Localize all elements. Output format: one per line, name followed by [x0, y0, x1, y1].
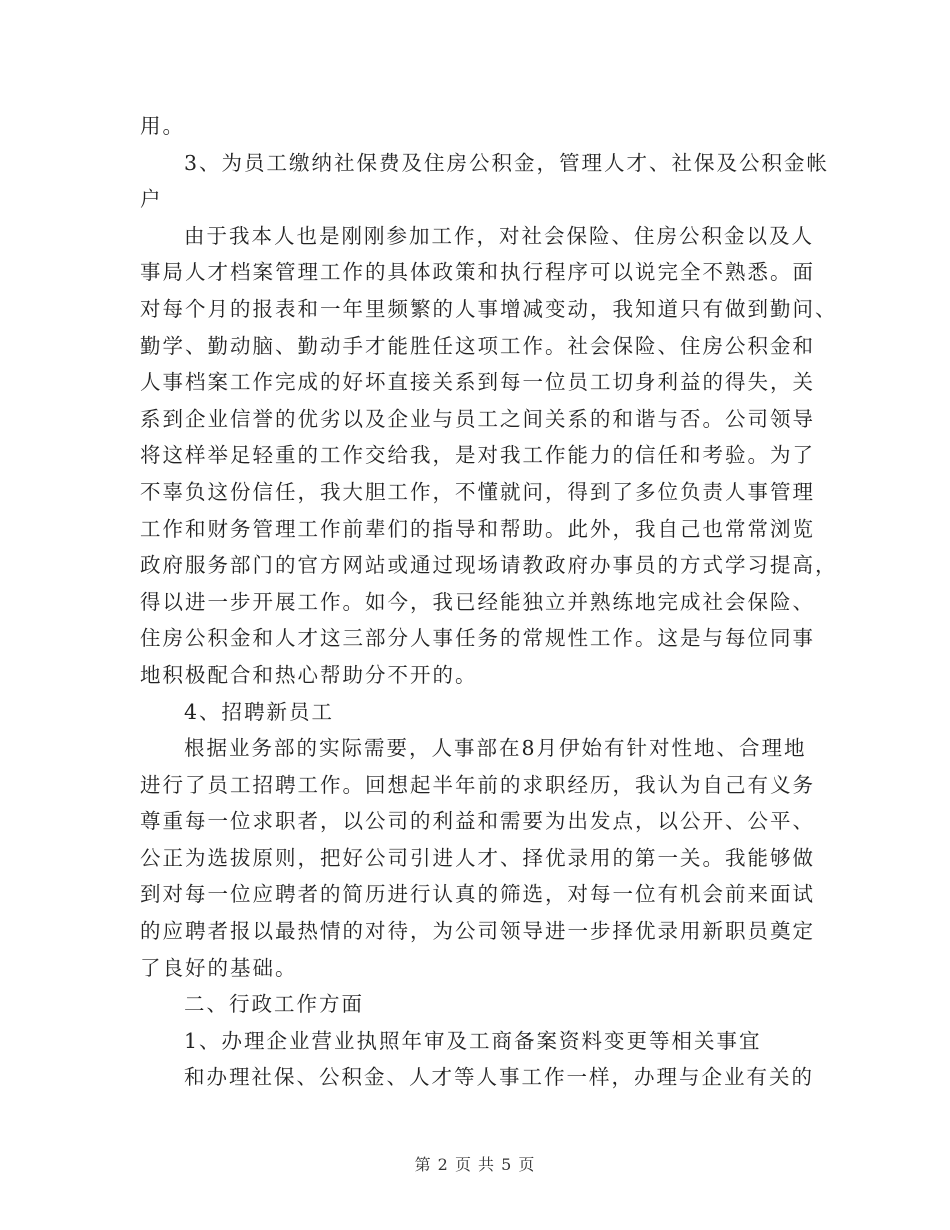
text-line: 的应聘者报以最热情的对待，为公司领导进一步择优录用新职员奠定 — [140, 919, 815, 944]
section-heading: 4、招聘新员工 — [184, 699, 335, 724]
paragraph-start: 由于我本人也是刚刚参加工作，对社会保险、住房公积金以及人 — [184, 223, 814, 248]
text-line: 不辜负这份信任，我大胆工作，不懂就问，得到了多位负责人事管理 — [140, 479, 815, 504]
section-heading: 二、行政工作方面 — [184, 992, 364, 1017]
text-line: 将这样举足轻重的工作交给我，是对我工作能力的信任和考验。为了 — [140, 443, 815, 468]
text-line: 用。 — [140, 114, 185, 138]
paragraph-start: 根据业务部的实际需要，人事部在8月伊始有针对性地、合理地 — [184, 736, 807, 761]
text-line: 户 — [140, 187, 163, 212]
text-line: 政府服务部门的官方网站或通过现场请教政府办事员的方式学习提高， — [140, 553, 838, 578]
text-line: 住房公积金和人才这三部分人事任务的常规性工作。这是与每位同事 — [140, 626, 815, 651]
text-line: 人事档案工作完成的好坏直接关系到每一位员工切身利益的得失，关 — [140, 370, 815, 395]
text-line: 地积极配合和热心帮助分不开的。 — [140, 662, 478, 687]
page-number-footer: 第 2 页 共 5 页 — [414, 1155, 536, 1174]
text-line: 到对每一位应聘者的简历进行认真的筛选，对每一位有机会前来面试 — [140, 882, 815, 907]
text-line: 公正为选拔原则，把好公司引进人才、择优录用的第一关。我能够做 — [140, 845, 815, 870]
text-line: 工作和财务管理工作前辈们的指导和帮助。此外，我自己也常常浏览 — [140, 516, 815, 541]
text-line: 得以进一步开展工作。如今，我已经能独立并熟练地完成社会保险、 — [140, 589, 815, 614]
text-line: 尊重每一位求职者，以公司的利益和需要为出发点，以公开、公平、 — [140, 809, 815, 834]
section-heading: 3、为员工缴纳社保费及住房公积金，管理人才、社保及公积金帐 — [184, 150, 830, 175]
text-line: 了良好的基础。 — [140, 955, 298, 980]
text-line: 进行了员工招聘工作。回想起半年前的求职经历，我认为自己有义务 — [140, 772, 815, 797]
text-line: 事局人才档案管理工作的具体政策和执行程序可以说完全不熟悉。面 — [140, 260, 815, 285]
text-line: 勤学、勤动脑、勤动手才能胜任这项工作。社会保险、住房公积金和 — [140, 333, 815, 358]
text-line: 系到企业信誉的优劣以及企业与员工之间关系的和谐与否。公司领导 — [140, 406, 815, 431]
text-line: 对每个月的报表和一年里频繁的人事增减变动，我知道只有做到勤问、 — [140, 296, 838, 321]
document-body — [140, 108, 838, 1096]
section-heading: 1、办理企业营业执照年审及工商备案资料变更等相关事宜 — [184, 1028, 762, 1053]
paragraph-start: 和办理社保、公积金、人才等人事工作一样，办理与企业有关的 — [184, 1065, 814, 1090]
